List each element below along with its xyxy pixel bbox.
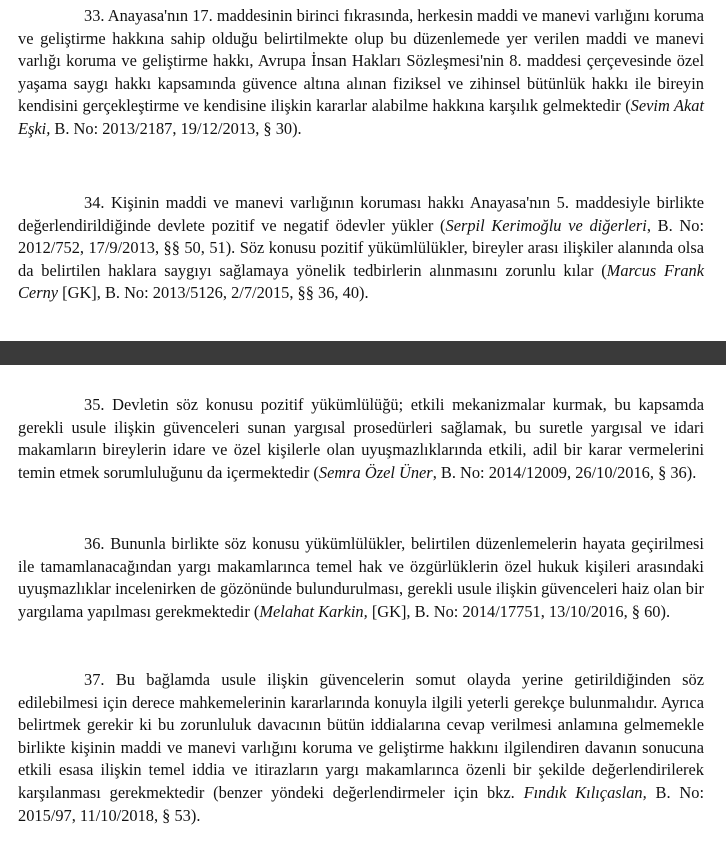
paragraph-text: B. No: 2015/97, 11/10/2018, § 53). [18,782,704,825]
case-citation: Melahat Karkin, [259,601,368,621]
paragraph-35 [18,394,704,484]
paragraph-text: [GK], B. No: 2013/5126, 2/7/2015, §§ 36, 40). [58,283,369,303]
paragraph-36 [18,533,704,623]
page-break-separator [0,341,726,365]
paragraph-text: 35. Devletin söz konusu pozitif yükümlülüğü; etkili mekanizmalar kurmak, bu kapsamda gerekli usule ilişkin güvenceleri sunan yargısal prosedürleri sağlamak, bu suretle yargısal ve idari makamların bireylerin idare ve özel kişilerle olan uyuşmazlıklarında etkili, adil bir karar vermelerini temin etmek sorumluluğunu da içermektedir ( [18,395,704,482]
paragraph-text: 36. Bununla birlikte söz konusu yükümlülükler, belirtilen düzenlemelerin hayata geçirilmesi ile tamamlanacağından yargı makamlarınca temel hak ve özgürlüklerin özel hukuk kişileri arasındaki uyuşmazlıklar incelenirken de gözönünde bulundurulması, gerekli usule ilişkin güvenceleri haiz olan bir yargılama yapılması gerekmektedir ( [18,534,704,621]
paragraph-text: 33. Anayasa'nın 17. maddesinin birinci fıkrasında, herkesin maddi ve manevi varlığını koruma ve geliştirme hakkına sahip olduğu belirtilmekte olup bu düzenlemede yer verilen maddi ve manevi varlığı koruma ve geliştirme hakkı, Avrupa İnsan Hakları Sözleşmesi'nin 8. maddesi çerçevesinde özel yaşama saygı hakkı kapsamında güvence altına alınan fiziksel ve zihinsel bütünlük hakkı ile bireyin kendisini gerçekleştirme ve kendisine ilişkin kararlar alabilme hakkına karşılık gelmektedir ( [18,6,704,116]
paragraph-text: , B. No: 2014/12009, 26/10/2016, § 36). [432,462,697,482]
paragraph-text: 37. Bu bağlamda usule ilişkin güvencelerin somut olayda yerine getirildiğinden söz edilebilmesi için derece mahkemelerinin kararlarında konuyla ilgili yeterli gerekçe bulunmalıdır. Ayrıca belirtmek gerekir ki bu zorunluluk davacının bütün iddialarına cevap verilmesi anlamına gelmemekle birlikte kişinin maddi ve manevi varlığını koruma ve geliştirme hakkını ilgilendiren davanın sonucuna etkili esasa ilişkin temel iddia ve itirazların yargı makamlarınca özenli bir şekilde değerlendirilerek karşılanması gerekmektedir (benzer yöndeki değerlendirmeler için bkz. [18,670,704,802]
paragraph-34 [18,192,704,305]
paragraph-33 [18,5,704,141]
case-citation: Semra Özel Üner [318,462,433,482]
case-citation: Serpil Kerimoğlu ve diğerleri [445,215,647,235]
case-citation: Sevim Akat Eşki, [18,96,704,138]
paragraph-text: 34. Kişinin maddi ve manevi varlığının koruması hakkı Anayasa'nın 5. maddesiyle birlikte değerlendirildiğinde devlete pozitif ve negatif ödevler yükler ( [18,193,704,235]
paragraph-text: B. No: 2013/2187, 19/12/2013, § 30). [50,118,302,138]
case-citation: Fındık Kılıçaslan, [523,782,647,802]
case-citation: Marcus Frank Cerny [18,260,704,303]
paragraph-text: [GK], B. No: 2014/17751, 13/10/2016, § 60). [367,601,671,621]
paragraph-37 [18,669,704,827]
paragraph-text: , B. No: 2012/752, 17/9/2013, §§ 50, 51). Söz konusu pozitif yükümlülükler, bireyler arası ilişkiler alanında olsa da belirtilen haklara saygıyı sağlamaya yönelik tedbirlerin alınmasını zorunlu kılar ( [18,215,704,280]
